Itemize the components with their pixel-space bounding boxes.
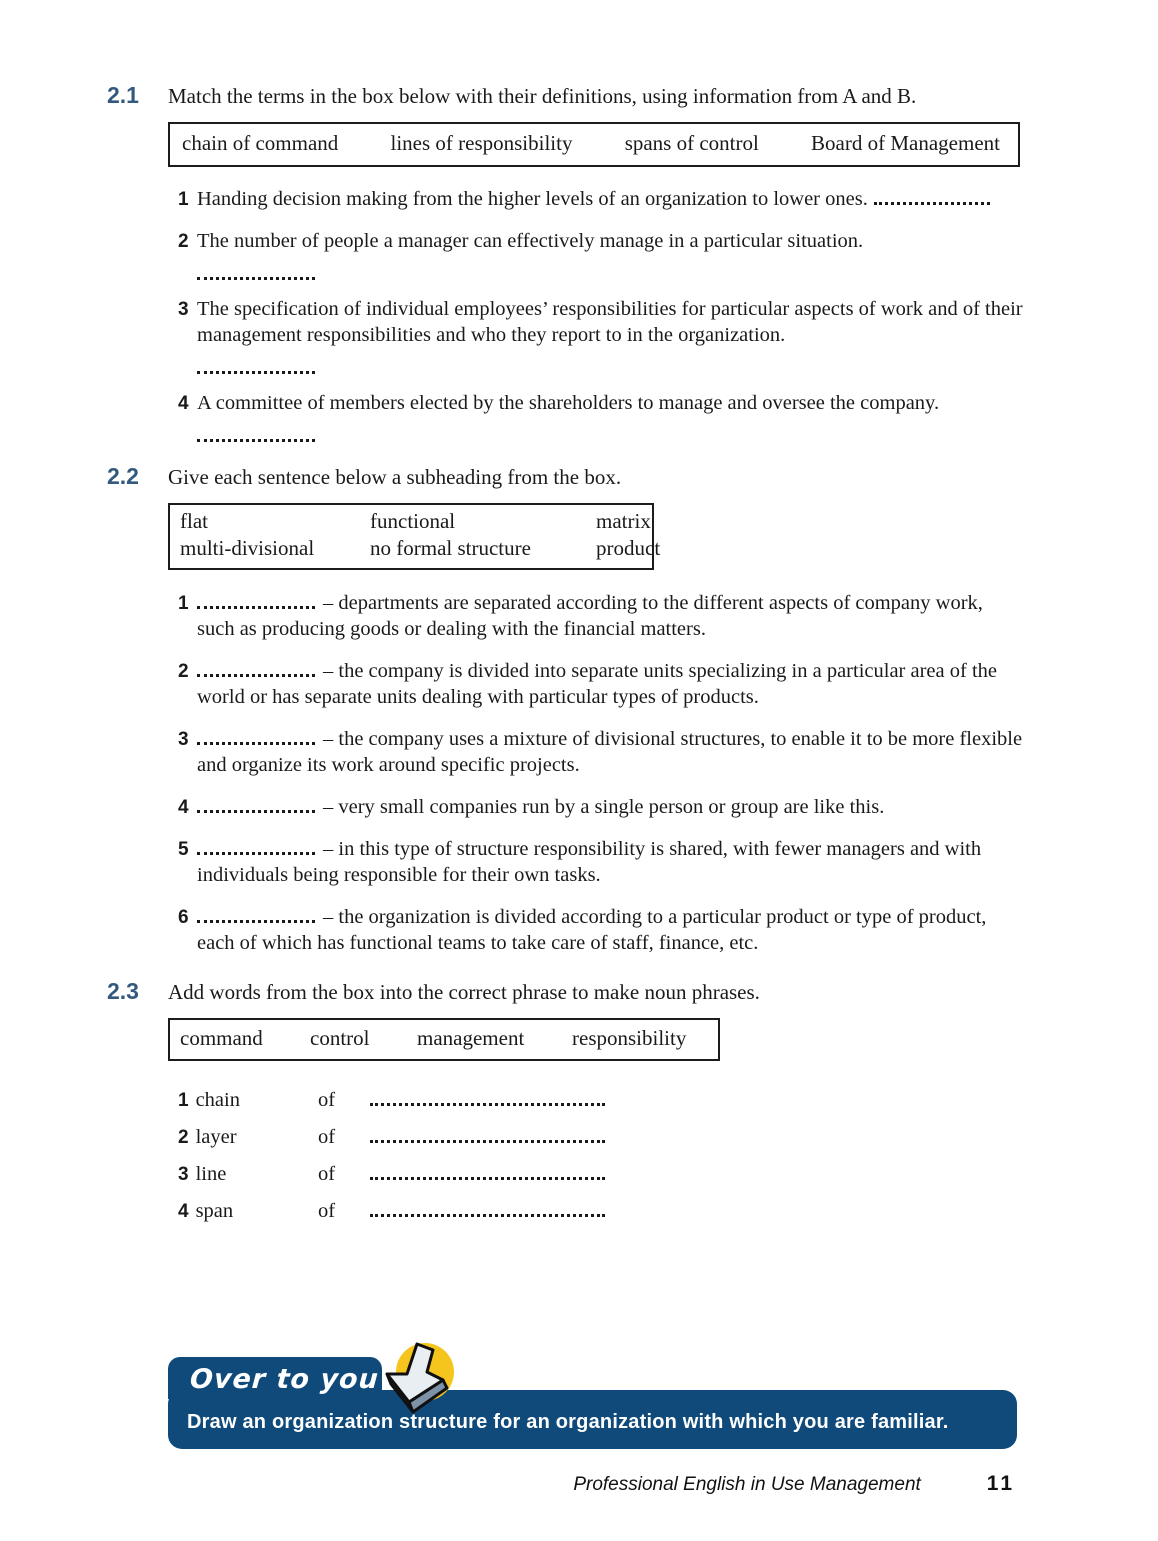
phrase-word: line xyxy=(195,1163,227,1185)
sentence-item xyxy=(178,794,1023,820)
over-to-you-title: Over to you xyxy=(188,1364,380,1395)
exercise-number: 2.2 xyxy=(107,463,139,489)
definition-item xyxy=(178,390,1023,442)
exercise-instruction: Add words from the box into the correct phrase to make noun phrases. xyxy=(168,980,760,1004)
term-box xyxy=(168,1018,720,1061)
term: responsibility xyxy=(572,1026,687,1050)
exercise-instruction: Match the terms in the box below with their definitions, using information from A and B. xyxy=(168,84,917,108)
term: lines of responsibility xyxy=(390,131,573,155)
term: command xyxy=(180,1026,263,1050)
item-text: – the organization is divided according to a particular product or type of product, each of which has functional teams to take care of staff, finance, etc. xyxy=(197,906,987,954)
item-text: – the company uses a mixture of divisional structures, to enable it to be more flexible and organize its work around specific projects. xyxy=(197,728,1023,776)
item-text: – departments are separated according to the different aspects of company work, such as producing goods or dealing with the financial matters. xyxy=(197,592,983,640)
definition-item xyxy=(178,228,1023,280)
answer-blank[interactable] xyxy=(370,1089,605,1106)
answer-blank[interactable] xyxy=(197,838,315,855)
footer xyxy=(0,1472,1158,1496)
exercise-2-3 xyxy=(107,978,1158,1223)
definition-item xyxy=(178,296,1023,374)
item-text: A committee of members elected by the shareholders to manage and oversee the company. xyxy=(197,392,940,414)
item-number: 1 xyxy=(178,189,189,210)
term: Board of Management xyxy=(811,131,1000,155)
sentence-item xyxy=(178,904,1023,956)
answer-blank[interactable] xyxy=(197,425,315,442)
term: matrix xyxy=(596,509,651,533)
sentence-item xyxy=(178,836,1023,888)
book-title: Professional English in Use Management xyxy=(573,1474,921,1495)
item-number: 4 xyxy=(178,1201,189,1222)
item-number: 3 xyxy=(178,729,189,750)
item-number: 2 xyxy=(178,661,189,682)
term: control xyxy=(310,1026,370,1050)
sentence-item xyxy=(178,590,1023,642)
item-text: Handing decision making from the higher levels of an organization to lower ones. xyxy=(197,188,868,210)
item-number: 6 xyxy=(178,907,189,928)
term-box xyxy=(168,122,1020,167)
exercise-number: 2.3 xyxy=(107,978,139,1004)
item-number: 2 xyxy=(178,231,189,252)
item-text: The number of people a manager can effectively manage in a particular situation. xyxy=(197,230,864,252)
item-text: – in this type of structure responsibility is shared, with fewer managers and with individuals being responsible for their own tasks. xyxy=(197,838,982,886)
item-text: – the company is divided into separate units specializing in a particular area of the world or has separate units dealing with particular types of products. xyxy=(197,660,997,708)
answer-blank[interactable] xyxy=(197,796,315,813)
answer-blank[interactable] xyxy=(370,1200,605,1217)
over-to-you-banner xyxy=(168,1357,1017,1450)
answer-blank[interactable] xyxy=(197,592,315,609)
down-arrow-icon xyxy=(373,1334,465,1426)
phrase-prep: of xyxy=(318,1163,336,1185)
answer-blank[interactable] xyxy=(370,1126,605,1143)
term: product xyxy=(596,536,661,560)
item-text: The specification of individual employees’ responsibilities for particular aspects of work and of their management responsibilities and who they report to in the organization. xyxy=(197,298,1023,346)
exercise-2-1 xyxy=(107,82,1158,442)
term: functional xyxy=(370,509,456,533)
term: management xyxy=(417,1026,525,1050)
noun-phrase-row xyxy=(178,1200,1158,1223)
phrase-prep: of xyxy=(318,1089,336,1111)
term-box xyxy=(168,503,661,570)
noun-phrase-row xyxy=(178,1089,1158,1112)
definition-item xyxy=(178,186,1023,212)
term: chain of command xyxy=(182,131,339,155)
phrase-word: span xyxy=(195,1200,234,1222)
item-text: – very small companies run by a single person or group are like this. xyxy=(323,796,885,818)
answer-blank[interactable] xyxy=(197,263,315,280)
item-number: 3 xyxy=(178,299,189,320)
item-number: 4 xyxy=(178,393,189,414)
term: multi-divisional xyxy=(180,536,315,560)
exercise-2-2 xyxy=(107,463,1158,956)
term: no formal structure xyxy=(370,536,531,560)
term: spans of control xyxy=(624,131,759,155)
phrase-prep: of xyxy=(318,1126,336,1148)
over-to-you-instruction: Draw an organization structure for an organization with which you are familiar. xyxy=(187,1411,949,1433)
phrase-prep: of xyxy=(318,1200,336,1222)
exercise-instruction: Give each sentence below a subheading from the box. xyxy=(168,465,622,489)
sentence-item xyxy=(178,726,1023,778)
answer-blank[interactable] xyxy=(197,906,315,923)
item-number: 4 xyxy=(178,797,189,818)
answer-blank[interactable] xyxy=(197,357,315,374)
item-number: 1 xyxy=(178,1090,189,1111)
item-number: 2 xyxy=(178,1127,189,1148)
sentence-item xyxy=(178,658,1023,710)
answer-blank[interactable] xyxy=(370,1163,605,1180)
answer-blank[interactable] xyxy=(197,728,315,745)
answer-blank[interactable] xyxy=(197,660,315,677)
item-number: 3 xyxy=(178,1164,189,1185)
term: flat xyxy=(180,509,208,533)
page-number: 11 xyxy=(986,1472,1015,1495)
item-number: 5 xyxy=(178,839,189,860)
phrase-word: layer xyxy=(195,1126,237,1148)
exercise-number: 2.1 xyxy=(107,82,139,108)
noun-phrase-row xyxy=(178,1163,1158,1186)
answer-blank[interactable] xyxy=(874,188,990,205)
phrase-word: chain xyxy=(195,1089,240,1111)
noun-phrase-row xyxy=(178,1126,1158,1149)
item-number: 1 xyxy=(178,593,189,614)
